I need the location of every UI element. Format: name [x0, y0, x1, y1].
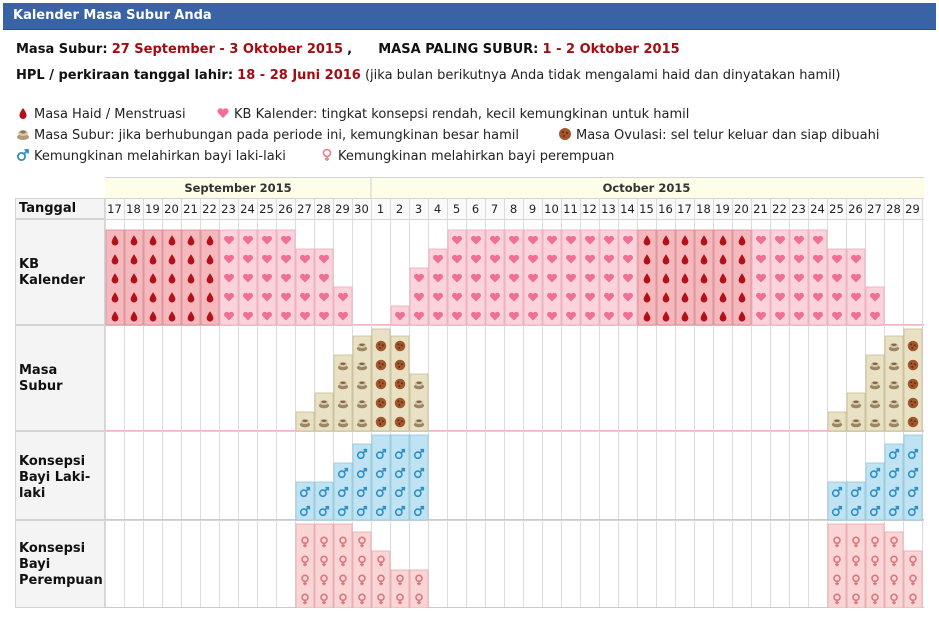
calendar-title: Kalender Masa Subur Anda	[13, 8, 212, 23]
day-label: 4	[433, 202, 442, 216]
nest-icon	[851, 400, 861, 408]
nest-icon	[889, 400, 899, 408]
legend-ovulasi	[558, 127, 880, 143]
cookie-icon	[376, 398, 387, 409]
cookie-icon	[395, 379, 406, 390]
day-label: 25	[259, 202, 274, 216]
day-label: 23	[791, 202, 806, 216]
nest-icon	[889, 362, 899, 370]
bar-cell	[372, 551, 390, 608]
day-label: 1	[376, 202, 385, 216]
cookie-icon	[558, 127, 572, 141]
day-label: 22	[772, 202, 787, 216]
nest-icon	[889, 381, 899, 389]
cookie-icon	[376, 341, 387, 352]
nest-icon	[832, 419, 842, 427]
paling-subur-value: 1 - 2 Oktober 2015	[542, 42, 680, 57]
fertility-calendar-grid	[15, 177, 924, 608]
cookie-icon	[395, 360, 406, 371]
day-label: 24	[810, 202, 825, 216]
day-label: 14	[620, 202, 635, 216]
heart-icon	[216, 106, 230, 120]
nest-icon	[870, 400, 880, 408]
nest-icon	[357, 419, 367, 427]
day-label: 2	[395, 202, 404, 216]
female-symbol-icon	[320, 148, 334, 162]
day-label: 12	[582, 202, 597, 216]
day-label: 29	[335, 202, 350, 216]
day-label: 3	[414, 202, 423, 216]
row-label-laki	[15, 431, 105, 520]
row-label-perempuan-line3: Perempuan	[19, 573, 103, 588]
egg-nest-icon	[16, 127, 30, 141]
legend-haid	[16, 106, 186, 122]
cookie-icon	[908, 417, 919, 428]
nest-icon	[357, 400, 367, 408]
day-label: 27	[297, 202, 312, 216]
nest-icon	[319, 400, 329, 408]
nest-icon	[357, 343, 367, 351]
nest-icon	[414, 419, 424, 427]
legend-subur	[16, 127, 519, 143]
cookie-icon	[395, 341, 406, 352]
masa-subur-value: 27 September - 3 Oktober 2015	[111, 42, 344, 57]
legend-ovulasi-text: Masa Ovulasi: sel telur keluar dan siap dibuahi	[576, 128, 880, 143]
legend-kb-text: KB Kalender: tingkat konsepsi rendah, kecil kemungkinan untuk hamil	[234, 107, 690, 122]
nest-icon	[357, 381, 367, 389]
cookie-icon	[395, 398, 406, 409]
row-label-perempuan-line1: Konsepsi	[19, 541, 86, 556]
blood-drop-icon	[16, 106, 30, 120]
day-label: 7	[490, 202, 499, 216]
row-label-kb-line1: KB	[19, 257, 39, 272]
cookie-icon	[908, 360, 919, 371]
day-label: 23	[221, 202, 236, 216]
day-label: 24	[240, 202, 255, 216]
cookie-icon	[908, 341, 919, 352]
day-label: 18	[696, 202, 711, 216]
nest-icon	[889, 419, 899, 427]
legend-kb	[216, 106, 689, 122]
nest-icon	[870, 362, 880, 370]
day-label: 13	[601, 202, 616, 216]
day-label: 19	[145, 202, 160, 216]
hpl-note: (jika bulan berikutnya Anda tidak mengalami haid dan dinyatakan hamil)	[364, 68, 841, 83]
day-label: 5	[452, 202, 461, 216]
row-label-laki-line1: Konsepsi	[19, 454, 86, 469]
legend-haid-text: Masa Haid / Menstruasi	[34, 107, 186, 122]
day-label: 19	[715, 202, 730, 216]
day-label: 26	[848, 202, 863, 216]
legend-subur-text: Masa Subur: jika berhubungan pada periode ini, kemungkinan besar hamil	[34, 128, 520, 143]
row-label-subur-line1: Masa	[19, 363, 58, 378]
day-label: 21	[753, 202, 768, 216]
row-label-perempuan-line2: Bayi	[19, 557, 51, 572]
cookie-icon	[376, 379, 387, 390]
nest-icon	[319, 419, 329, 427]
day-label: 17	[107, 202, 122, 216]
legend-perempuan	[320, 148, 614, 164]
day-label: 25	[829, 202, 844, 216]
row-label-kb	[15, 219, 105, 325]
male-symbol-icon	[16, 148, 30, 162]
day-label: 11	[563, 202, 578, 216]
row-label-subur-line2: Subur	[19, 379, 63, 394]
masa-subur-info	[16, 42, 680, 57]
cookie-icon	[908, 398, 919, 409]
month-label-october: October 2015	[602, 181, 691, 195]
row-label-subur	[15, 325, 105, 431]
masa-subur-label: Masa Subur:	[16, 42, 108, 57]
day-label: 29	[905, 202, 920, 216]
month-label-september: September 2015	[184, 181, 292, 195]
day-label: 16	[658, 202, 673, 216]
cookie-icon	[376, 417, 387, 428]
nest-icon	[338, 400, 348, 408]
row-label-laki-line2: Bayi Laki-	[19, 470, 91, 485]
day-label: 21	[183, 202, 198, 216]
day-label: 20	[734, 202, 749, 216]
paling-subur-label: MASA PALING SUBUR:	[378, 42, 539, 57]
calendar-header	[3, 3, 936, 30]
day-label: 28	[886, 202, 901, 216]
day-label: 15	[639, 202, 654, 216]
hpl-label: HPL / perkiraan tanggal lahir:	[16, 68, 234, 83]
legend-laki	[16, 148, 286, 164]
calendar-svg	[15, 177, 924, 608]
nest-icon	[414, 400, 424, 408]
day-label: 6	[471, 202, 480, 216]
day-label: 17	[677, 202, 692, 216]
day-label: 27	[867, 202, 882, 216]
day-label: 20	[164, 202, 179, 216]
nest-icon	[300, 419, 310, 427]
bar-cell	[904, 551, 922, 608]
day-label: 28	[316, 202, 331, 216]
day-label: 26	[278, 202, 293, 216]
tanggal-header	[15, 198, 105, 219]
nest-icon	[338, 362, 348, 370]
nest-icon	[889, 343, 899, 351]
cookie-icon	[908, 379, 919, 390]
day-label: 10	[544, 202, 559, 216]
row-label-laki-line3: laki	[19, 486, 46, 501]
day-label: 22	[202, 202, 217, 216]
info-separator: ,	[347, 42, 353, 57]
row-label-kb-line2: Kalender	[19, 273, 85, 288]
legend-laki-text: Kemungkinan melahirkan bayi laki-laki	[34, 149, 286, 164]
nest-icon	[338, 381, 348, 389]
nest-icon	[870, 381, 880, 389]
nest-icon	[414, 381, 424, 389]
nest-icon	[357, 362, 367, 370]
hpl-value: 18 - 28 Juni 2016	[237, 68, 361, 83]
hpl-info	[16, 68, 840, 83]
day-label: 9	[528, 202, 537, 216]
day-label: 30	[354, 202, 369, 216]
row-label-perempuan	[15, 520, 105, 608]
nest-icon	[870, 419, 880, 427]
day-label: 8	[509, 202, 518, 216]
cookie-icon	[376, 360, 387, 371]
nest-icon	[338, 419, 348, 427]
cookie-icon	[395, 417, 406, 428]
tanggal-label: Tanggal	[19, 201, 77, 216]
day-label: 18	[126, 202, 141, 216]
legend-perempuan-text: Kemungkinan melahirkan bayi perempuan	[338, 149, 615, 164]
nest-icon	[851, 419, 861, 427]
